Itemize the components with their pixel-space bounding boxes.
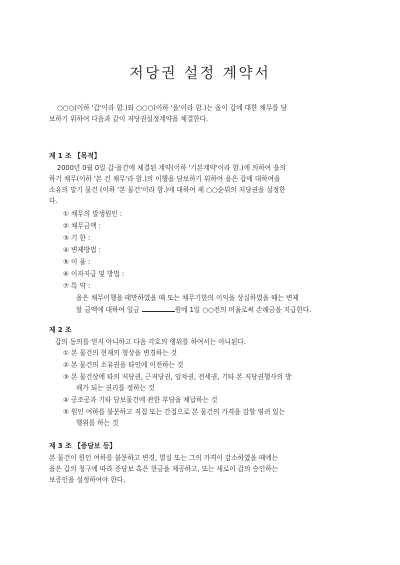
article-3-heading: 제 3 조 【증담보 등】 bbox=[49, 442, 117, 450]
article-3-line-3: 보증인을 설정하여야 한다. bbox=[49, 476, 126, 484]
article-1-item-1: ① 채무의 발생원인 : bbox=[63, 210, 123, 218]
article-2-item-3-cont: 해가 되는 권리를 정하는 것 bbox=[76, 384, 155, 392]
article-1-item-3: ③ 기 한 : bbox=[63, 234, 91, 242]
article-2-line-1: 갑의 동의를 얻지 아니하고 다음 각호의 행위를 하여서는 아니된다. bbox=[55, 338, 246, 346]
article-1-item-4: ④ 변제방법 : bbox=[63, 246, 101, 254]
article-1-item-2: ② 채무금액 : bbox=[63, 222, 101, 230]
article-2-item-2: ② 본 물건의 소유권을 타인에 이전하는 것 bbox=[63, 361, 184, 369]
article-1-item-5: ⑤ 이 율 : bbox=[63, 258, 91, 266]
special-clause-amount-rest: 원에 1일 ○○전의 비율로써 손해금을 지급한다. bbox=[174, 306, 312, 314]
amount-blank-line bbox=[142, 305, 175, 312]
article-2-item-5: ⑤ 원인 여하를 불문하고 직접 또는 간접으로 본 물건의 가격을 감할 염려 있는 bbox=[63, 408, 286, 416]
article-1-line-3: 소유의 말기 물건 (이하 '본 물건'이라 함.)에 대하여 제 ○○순위의 저당권을 설정한 bbox=[49, 186, 286, 194]
article-1-line-1: 2000년 0월 0일 갑·을간에 체결된 계약(이하 '기본계약'이라 함.)에 의하여 을의 bbox=[57, 164, 286, 172]
article-1-item-7: ⑦ 특 약 : bbox=[63, 282, 91, 290]
article-1-line-4: 다. bbox=[49, 197, 58, 205]
article-2-item-1: ① 본 물건의 현재의 형상을 변경하는 것 bbox=[63, 349, 178, 357]
article-3-line-1: 본 물건이 원인 여하를 불문하고 변경, 멸실 또는 그의 가격이 감소하였을 때에는 bbox=[49, 454, 278, 462]
intro-line-1: ○○○(이하 '갑'이라 함.)와 ○○○(이하 '을'이라 함.)는 을이 갑에 대한 채무를 담 bbox=[57, 104, 288, 112]
article-2-item-5-cont: 행위를 하는 것 bbox=[76, 419, 119, 427]
article-2-heading: 제 2 조 bbox=[49, 326, 72, 334]
document-title: 저당권 설정 계약서 bbox=[129, 66, 271, 82]
article-1-line-2: 하기 채무(이하 '본 건 채무'라 함.)의 이행을 담보하기 위하여 을은 갑에 대하여을 bbox=[49, 175, 281, 183]
special-clause-amount-label: 할 금액에 대하여 일금 bbox=[76, 306, 140, 314]
article-1-item-6: ⑥ 이자지급 및 방법 : bbox=[63, 270, 125, 278]
special-clause-line-2 bbox=[76, 305, 311, 314]
article-3-line-2: 을은 갑의 청구에 따라 증담보 혹은 현금을 제공하고, 또는 새로이 갑의 승인하는 bbox=[49, 465, 278, 473]
article-2-item-3: ③ 본 물건상에 타의 저당권, 근저당권, 임차권, 전세권, 기타 본 저당권행사의 방 bbox=[63, 373, 292, 381]
intro-line-2: 보하기 위하여 다음과 같이 저당권설정계약을 체결한다. bbox=[49, 115, 209, 123]
special-clause-line-1: 을은 채무이행을 태만하였을 때 또는 채무기한의 이익을 상실하였을 때는 변제 bbox=[76, 294, 299, 302]
article-1-heading: 제 1 조 【목적】 bbox=[49, 152, 101, 160]
article-2-item-4: ④ 공조공과 기타 담보물건에 관한 부담을 체납하는 것 bbox=[63, 396, 218, 404]
